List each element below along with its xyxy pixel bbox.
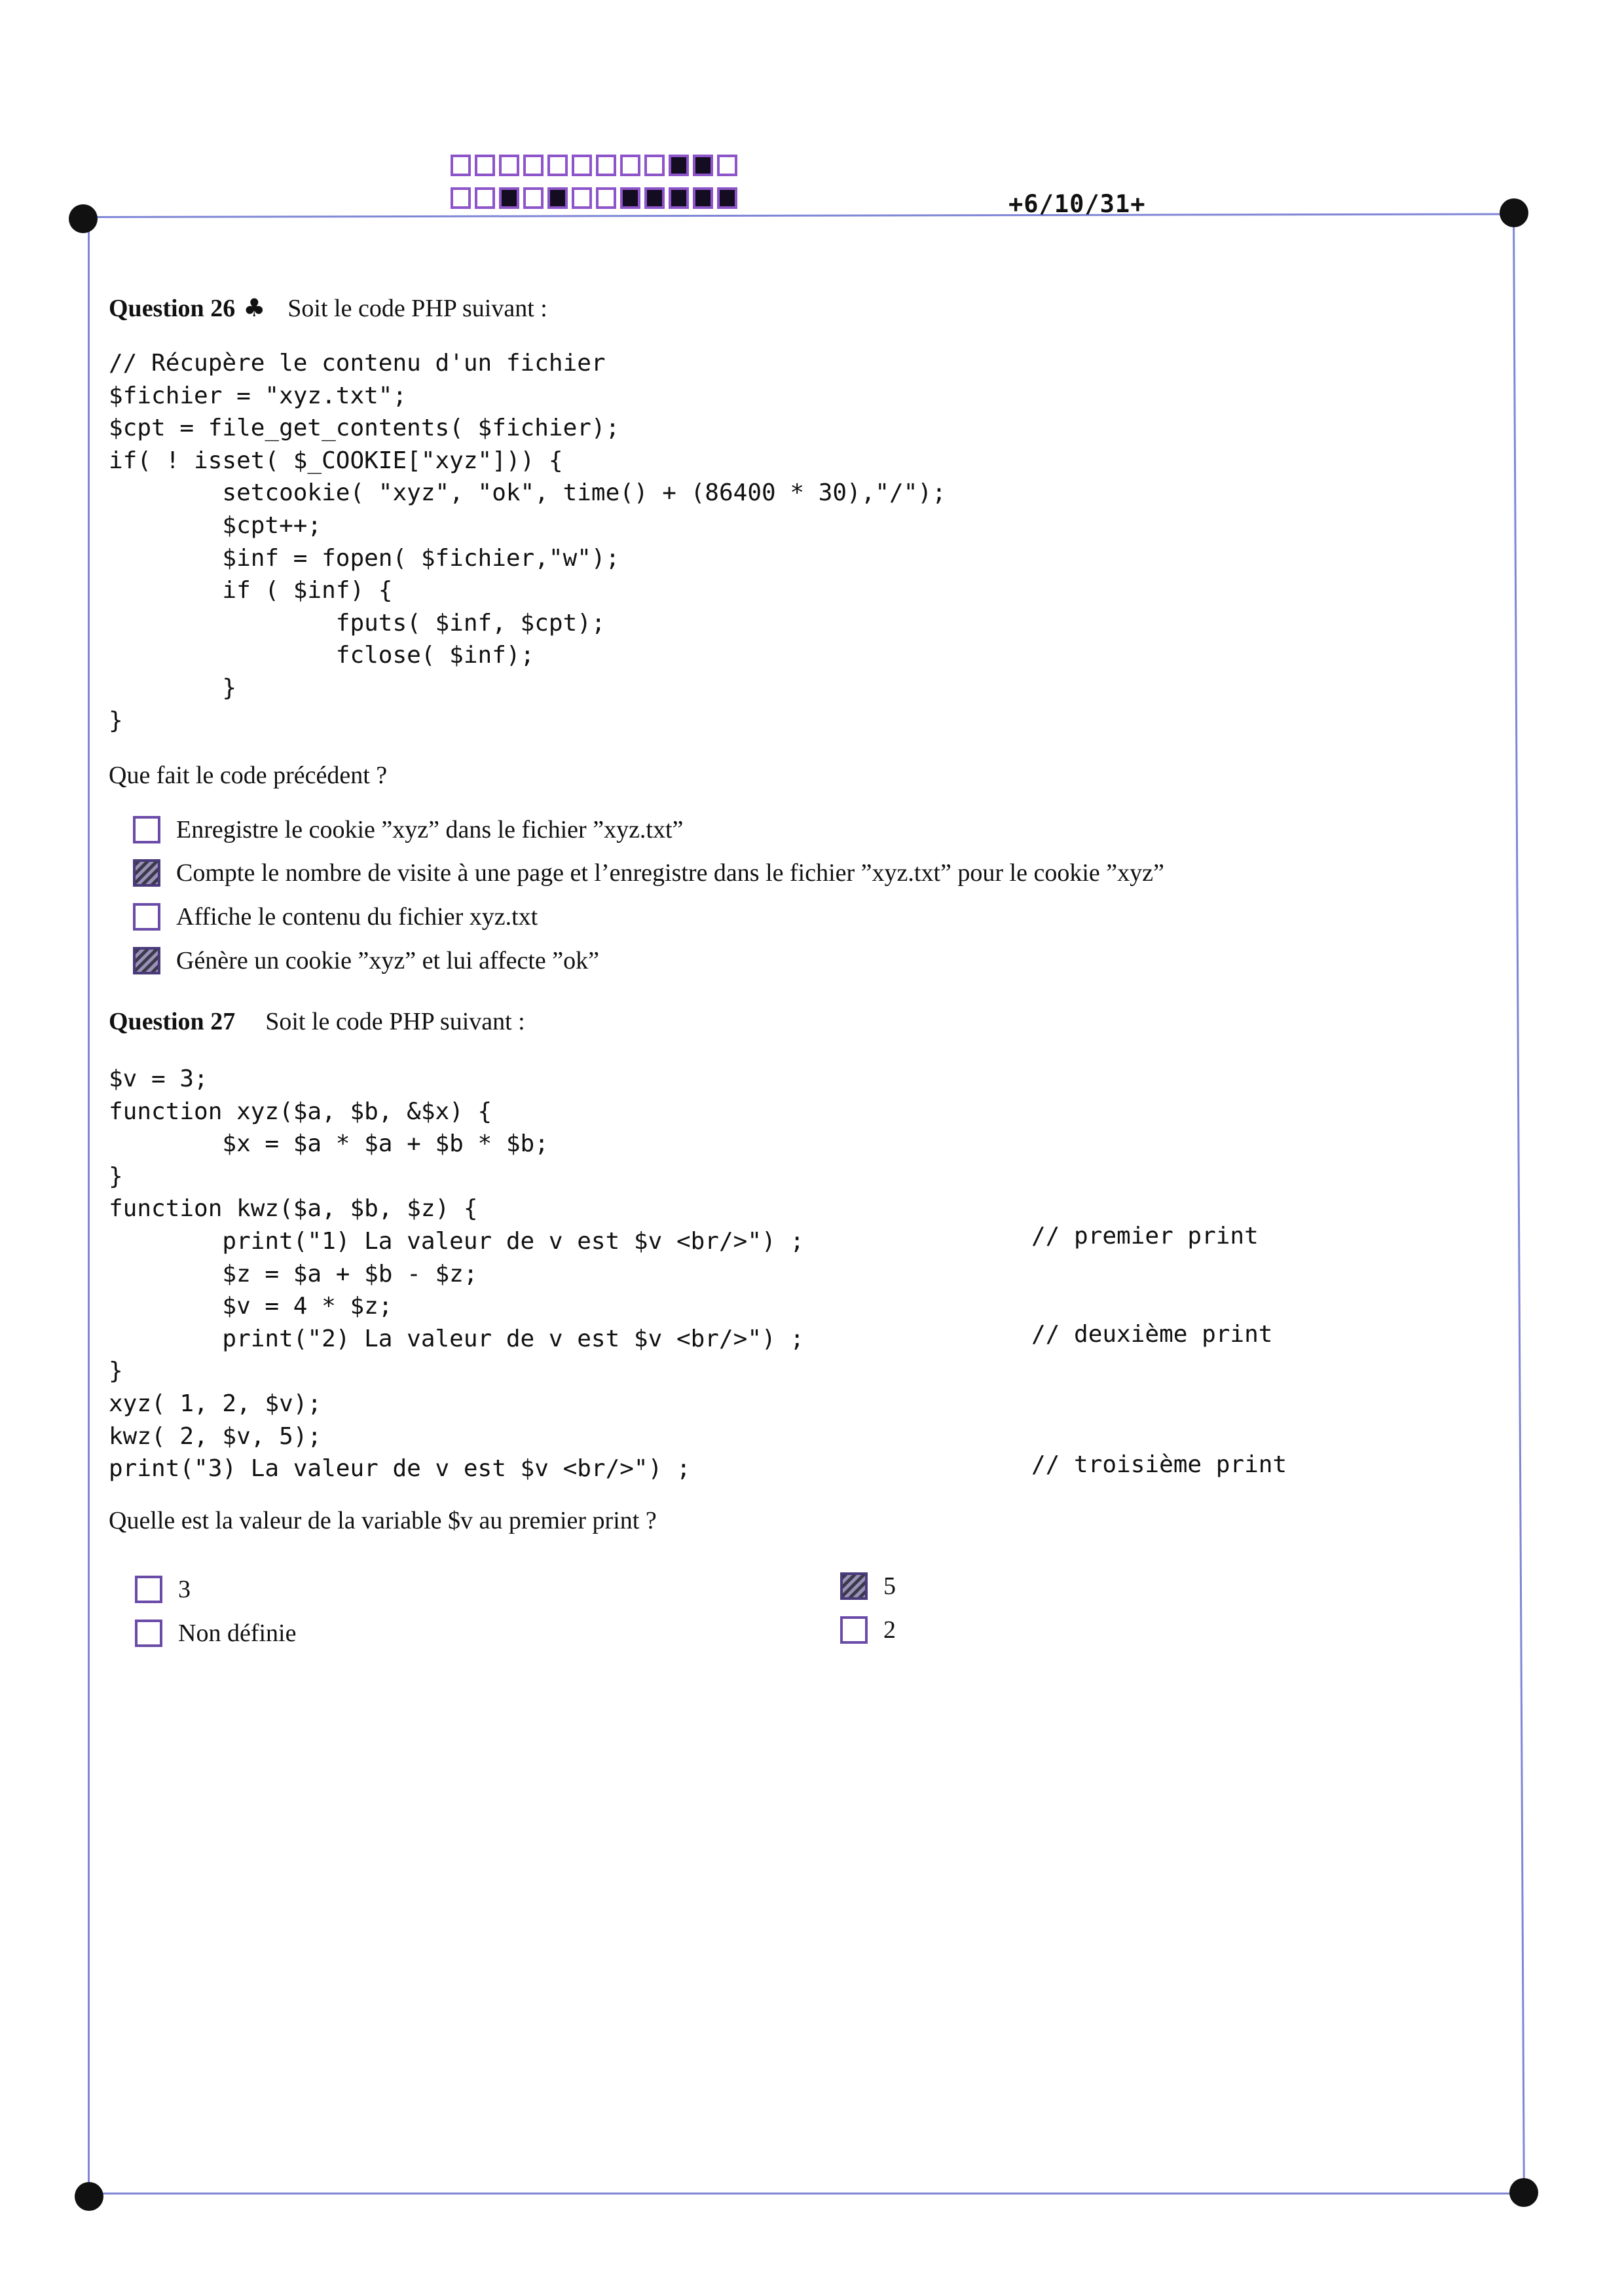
binary-marker-row-2 [451, 187, 737, 209]
marker-cell [644, 155, 665, 176]
question-26-header [109, 293, 547, 323]
marker-cell [717, 187, 737, 209]
corner-mark-top-left [69, 204, 98, 233]
q26-answer-3[interactable] [133, 902, 538, 931]
marker-cell [669, 187, 689, 209]
q26-answer-1-checkbox[interactable] [133, 816, 160, 843]
marker-cell [572, 187, 592, 209]
marker-cell [693, 155, 713, 176]
marker-cell [620, 187, 640, 209]
marker-cell [475, 155, 495, 176]
marker-cell [644, 187, 665, 209]
corner-mark-bottom-left [75, 2182, 103, 2211]
marker-cell [596, 187, 616, 209]
q26-answer-1-label: Enregistre le cookie ”xyz” dans le fichier ”xyz.txt” [176, 816, 684, 843]
q27-answer-1[interactable] [135, 1575, 191, 1604]
marker-cell [717, 155, 737, 176]
question-26-intro: Soit le code PHP suivant : [287, 295, 547, 322]
marker-cell [475, 187, 495, 209]
q27-answer-1-label: 3 [178, 1576, 191, 1603]
question-26-label: Question 26 [109, 295, 236, 322]
q27-answer-1-checkbox[interactable] [135, 1576, 162, 1603]
marker-cell [596, 155, 616, 176]
question-26-code: // Récupère le contenu d'un fichier $fichier = "xyz.txt"; $cpt = file_get_contents( $fichier); if( ! isset( $_COOKIE["xyz"])) { setcookie( "xyz", "ok", time() + (86400 * 30),"/"); $cpt++; $inf = fopen( $fichier,"w"); if ( $inf) { fputs( $inf, $cpt); fclose( $inf); } } [109, 350, 946, 734]
q26-answer-2-label: Compte le nombre de visite à une page et l’enregistre dans le fichier ”xyz.txt” pour le cookie ”xyz” [176, 859, 1164, 887]
comment-troisieme-print: // troisième print [1031, 1451, 1287, 1478]
question-26-prompt: Que fait le code précédent ? [109, 762, 388, 789]
marker-cell [499, 187, 519, 209]
frame-top [89, 213, 1517, 218]
q27-answer-4-label: 2 [883, 1616, 896, 1644]
q26-answer-3-label: Affiche le contenu du fichier xyz.txt [176, 903, 538, 931]
question-27-header [109, 1007, 525, 1036]
marker-cell [669, 155, 689, 176]
corner-mark-top-right [1500, 198, 1528, 227]
q27-answer-3[interactable] [135, 1619, 296, 1648]
frame-left [88, 218, 90, 2194]
q26-answer-2[interactable] [133, 859, 1164, 887]
comment-deuxieme-print: // deuxième print [1031, 1321, 1273, 1348]
corner-mark-bottom-right [1509, 2178, 1538, 2207]
q27-answer-4[interactable] [840, 1616, 896, 1644]
q26-answer-1[interactable] [133, 815, 683, 844]
q27-answer-2-checkbox[interactable] [840, 1572, 868, 1600]
marker-cell [499, 155, 519, 176]
marker-cell [620, 155, 640, 176]
frame-right [1513, 213, 1525, 2193]
q26-answer-4-checkbox[interactable] [133, 947, 160, 974]
question-27-prompt: Quelle est la valeur de la variable $v au premier print ? [109, 1507, 657, 1534]
marker-cell [547, 155, 568, 176]
q27-answer-4-checkbox[interactable] [840, 1616, 868, 1644]
binary-marker-row-1 [451, 155, 737, 176]
marker-cell [451, 155, 471, 176]
q26-answer-2-checkbox[interactable] [133, 859, 160, 887]
comment-premier-print: // premier print [1031, 1223, 1259, 1250]
q27-answer-3-checkbox[interactable] [135, 1620, 162, 1647]
club-icon: ♣ [243, 293, 266, 322]
question-27-label: Question 27 [109, 1008, 236, 1035]
marker-cell [523, 155, 544, 176]
marker-cell [547, 187, 568, 209]
q27-answer-2[interactable] [840, 1572, 896, 1601]
question-27-intro: Soit le code PHP suivant : [265, 1008, 525, 1035]
page-id-code: +6/10/31+ [1008, 190, 1146, 218]
marker-cell [693, 187, 713, 209]
q27-answer-3-label: Non définie [178, 1620, 297, 1647]
marker-cell [572, 155, 592, 176]
q26-answer-4-label: Génère un cookie ”xyz” et lui affecte ”ok” [176, 947, 599, 974]
marker-cell [451, 187, 471, 209]
question-27-code: $v = 3; function xyz($a, $b, &$x) { $x = $a * $a + $b * $b; } function kwz($a, $b, $z) { print("1) La valeur de v est $v <br/>") ; $z = $a + $b - $z; $v = 4 * $z; print("2) La valeur de v est $v <br/>") ; } xyz( 1, 2, $v); kwz( 2, $v, 5); print("3) La valeur de v est $v <br/>") ; [109, 1065, 805, 1483]
q26-answer-4[interactable] [133, 946, 599, 975]
q27-answer-2-label: 5 [883, 1572, 896, 1600]
frame-bottom [89, 2193, 1527, 2194]
q26-answer-3-checkbox[interactable] [133, 903, 160, 931]
marker-cell [523, 187, 544, 209]
